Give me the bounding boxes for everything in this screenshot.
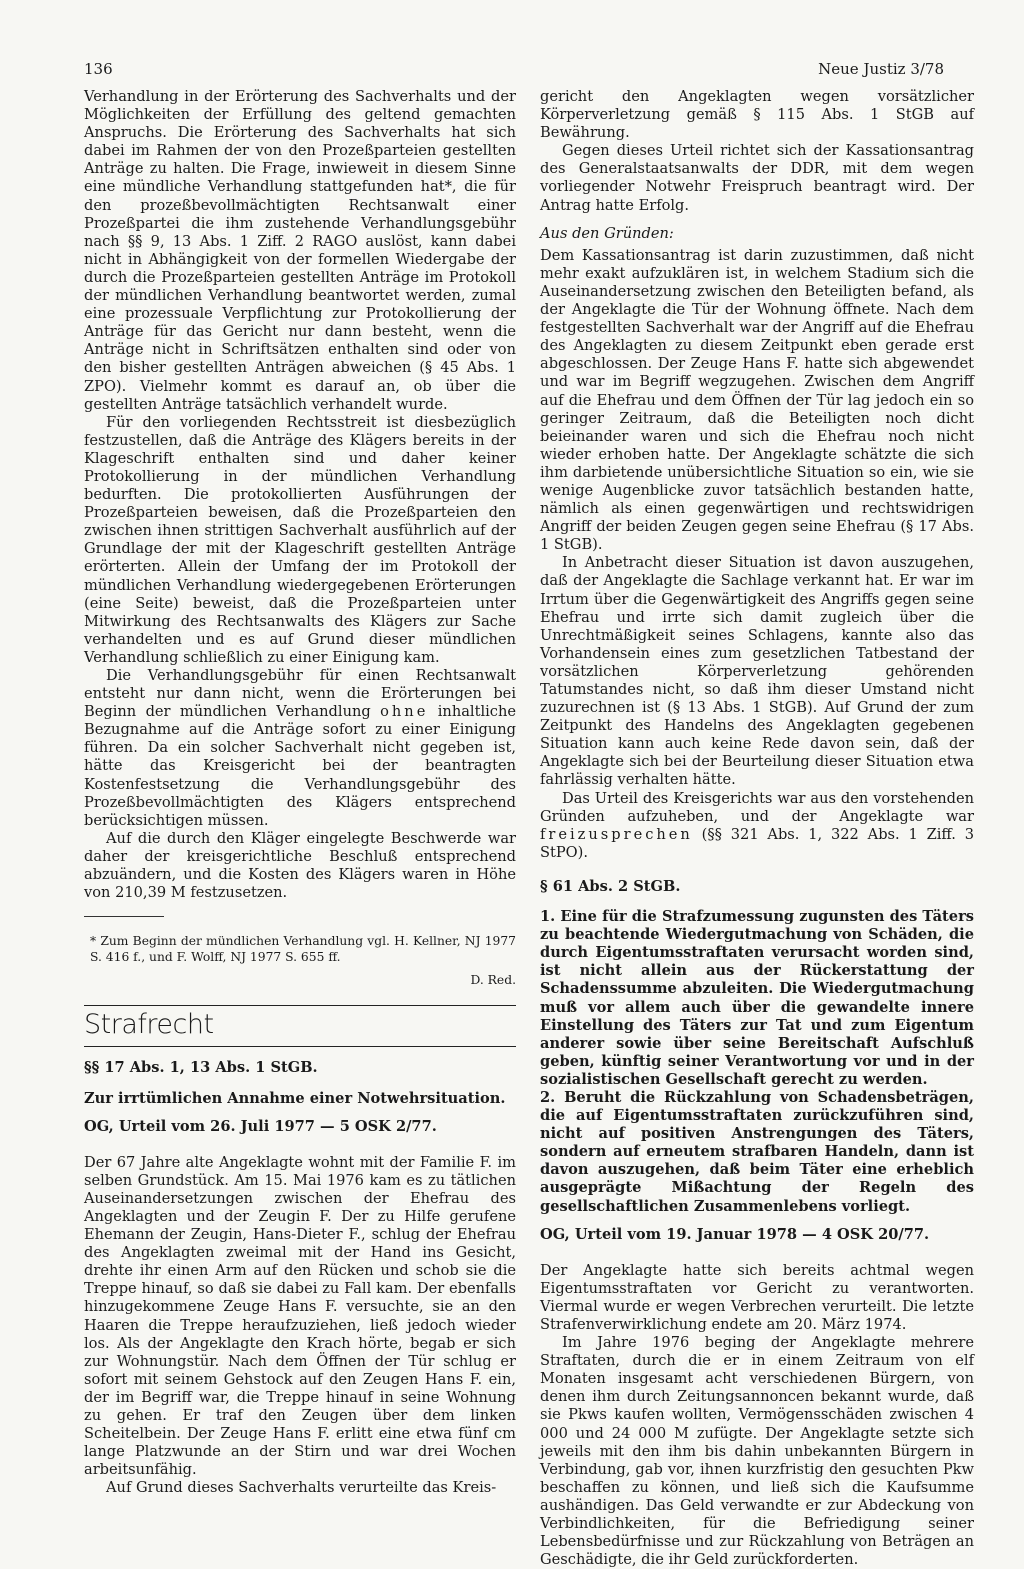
emphasis-spaced: freizusprechen bbox=[540, 825, 693, 843]
paragraph: Gegen dieses Urteil richtet sich der Kassationsantrag des Generalstaatsanwalts der DDR, mit dem wegen vorliegender Notwehr Freispruch beantragt wird. Der Antrag hatte Erfolg. bbox=[540, 142, 974, 214]
journal-issue: Neue Justiz 3/78 bbox=[818, 60, 944, 78]
footnote: * Zum Beginn der mündlichen Verhandlung vgl. H. Kellner, NJ 1977 S. 416 f., und F. Wolff, NJ 1977 S. 655 ff. bbox=[90, 934, 516, 965]
paragraph: Das Urteil des Kreisgerichts war aus den vorstehenden Gründen aufzuheben, und der Angeklagte war freizusprechen (§§ 321 Abs. 1, 322 Abs. 1 Ziff. 3 StPO). bbox=[540, 789, 974, 861]
headnote-1: 1. Eine für die Strafzumessung zugunsten des Täters zu beachtende Wiedergutmachung von Schäden, die durch Eigentumsstraftaten verursacht worden sind, ist nicht allein aus der Rückerstattung der Schadenssumme abzuleiten. Die Wiedergutmachung muß vor allem auch über die gewandelte innere Einstellung des Täters zur Tat und zum Eigentum anderer sowie über seine Bereitschaft Aufschluß geben, künftig seiner Verantwortung vor und in der sozialistischen Gesellschaft gerecht zu werden. bbox=[540, 908, 974, 1088]
left-column bbox=[84, 88, 516, 1497]
section-title: Strafrecht bbox=[84, 1009, 214, 1041]
paragraph: Auf die durch den Kläger eingelegte Beschwerde war daher der kreisgerichtliche Beschluß entsprechend abzuändern, und die Kosten des Klägers waren in Höhe von 210,39 M festzusetzen. bbox=[84, 829, 516, 902]
headnote-2: 2. Beruht die Rückzahlung von Schadensbeträgen, die auf Eigentumsstraftaten zurückzuführen sind, nicht auf positiven Anstrengungen des Täters, sondern auf erneutem strafbaren Handeln, dann ist davon auszugehen, daß beim Täter eine erheblich ausgeprägte Mißachtung der Regeln des gesellschaftlichen Zusammenlebens vorliegt. bbox=[540, 1088, 974, 1215]
footnote-signature: D. Red. bbox=[470, 973, 516, 988]
decision-reference: OG, Urteil vom 19. Januar 1978 — 4 OSK 20/77. bbox=[540, 1225, 930, 1243]
footnote-rule bbox=[84, 916, 164, 925]
section-rule bbox=[84, 1046, 516, 1047]
paragraph: Dem Kassationsantrag ist darin zuzustimmen, daß nicht mehr exakt aufzuklären ist, in welchem Stadium sich die Auseinandersetzung zwischen den Beteiligten befand, als der Angeklagte die Tür der Wohnung öffnete. Nach dem festgestellten Sachverhalt war der Angriff auf die Ehefrau des Angeklagten zu diesem Zeitpunkt eben gerade erst abgeschlossen. Der Zeuge Hans F. hatte sich abgewendet und war im Begriff wegzugehen. Zwischen dem Angriff auf die Ehefrau und dem Öffnen der Tür lag jedoch ein so geringer Zeitraum, daß die Beteiligten noch dicht beieinander waren und sich die Ehefrau noch nicht wieder erhoben hatte. Der Angeklagte schätzte die sich ihm darbietende unübersichtliche Situation so ein, wie sie wenige Augenblicke zuvor tatsächlich bestanden hatte, nämlich als einen gegenwärtigen und rechtswidrigen Angriff der beiden Zeugen gegen seine Ehefrau (§ 17 Abs. 1 StGB). bbox=[540, 246, 974, 554]
paragraph: Die Verhandlungsgebühr für einen Rechtsanwalt entsteht nur dann nicht, wenn die Erörterungen bei Beginn der mündlichen Verhandlung ohne inhaltliche Bezugnahme auf die Anträge sofort zu einer Einigung führen. Da ein solcher Sachverhalt nicht gegeben ist, hätte das Kreisgericht bei der beantragten Kostenfestsetzung die Verhandlungsgebühr des Prozeßbevollmächtigten des Klägers entsprechend berücksichtigen müssen. bbox=[84, 667, 517, 829]
page-number: 136 bbox=[84, 60, 113, 78]
paragraph: Im Jahre 1976 beging der Angeklagte mehrere Straftaten, durch die er in einem Zeitraum von elf Monaten insgesamt acht verschiedenen Bürgern, von denen ihm durch Zeitungsannoncen bekannt wurde, daß sie Pkws kaufen wollten, Vermögensschäden zwischen 4 000 und 24 000 M zufügte. Der Angeklagte setzte sich jeweils mit den ihm bis dahin unbekannten Bürgern in Verbindung, gab vor, ihnen kurzfristig den gesuchten Pkw beschaffen zu können, und ließ sich die Kaufsumme aushändigen. Das Geld verwandte er zur Abdeckung von Verbindlichkeiten, für die Befriedigung seiner Lebensbedürfnisse und zur Rückzahlung von Beträgen an Geschädigte, die ihr Geld zurückforderten. bbox=[540, 1334, 974, 1569]
section-rule bbox=[84, 1005, 516, 1006]
law-reference: § 61 Abs. 2 StGB. bbox=[540, 877, 681, 895]
emphasis-spaced: ohne bbox=[380, 703, 429, 721]
reasons-heading: Aus den Gründen: bbox=[540, 224, 674, 242]
paragraph: gericht den Angeklagten wegen vorsätzlicher Körperverletzung gemäß § 115 Abs. 1 StGB auf Bewährung. bbox=[540, 88, 974, 142]
paragraph: In Anbetracht dieser Situation ist davon auszugehen, daß der Angeklagte die Sachlage verkannt hat. Er war im Irrtum über die Gegenwärtigkeit des Angriffs gegen seine Ehefrau und irrte sich damit zugleich über die Unrechtmäßigkeit seines Schlagens, kannte also das Vorhandensein eines zum gesetzlichen Tatbestand der vorsätzlichen Körperverletzung gehörenden Tatumstandes nicht, so daß ihm dieser Umstand nicht zuzurechnen ist (§ 13 Abs. 1 StGB). Auf Grund der zum Zeitpunkt des Handelns des Angeklagten gegebenen Situation kann auch keine Rede davon sein, daß der Angeklagte sich bei der Beurteilung dieser Situation etwa fahrlässig verhalten hätte. bbox=[540, 554, 974, 789]
paragraph: Auf Grund dieses Sachverhalts verurteilte das Kreis- bbox=[106, 1479, 497, 1497]
paragraph: Der 67 Jahre alte Angeklagte wohnt mit der Familie F. im selben Grundstück. Am 15. Mai 1976 kam es zu tätlichen Auseinandersetzungen zwischen der Ehefrau des Angeklagten und der Zeugin F. Der zu Hilfe gerufene Ehemann der Zeugin, Hans-Dieter F., schlug der Ehefrau des Angeklagten zweimal mit der Hand ins Gesicht, drehte ihr einen Arm auf den Rücken und schob sie die Treppe hinauf, so daß sie dabei zu Fall kam. Der ebenfalls hinzugekommene Zeuge Hans F. versuchte, sie an den Haaren die Treppe heraufzuziehen, ließ jedoch wieder los. Als der Angeklagte den Krach hörte, begab er sich zur Wohnungstür. Nach dem Öffnen der Tür schlug er sofort mit seinem Gehstock auf den Zeugen Hans F. ein, der im Begriff war, die Treppe hinauf in seine Wohnung zu gehen. Er traf den Zeugen über dem linken Scheitelbein. Der Zeuge Hans F. erlitt eine etwa fünf cm lange Platzwunde an der Stirn und war drei Wochen arbeitsunfähig. bbox=[84, 1153, 516, 1479]
paragraph: Verhandlung in der Erörterung des Sachverhalts und der Möglichkeiten der Erfüllung des geltend gemachten Anspruchs. Die Erörterung des Sachverhalts hat sich dabei im Rahmen der von den Prozeßparteien gestellten Anträge zu halten. Die Frage, inwieweit in diesem Sinne eine mündliche Verhandlung stattgefunden hat*, die für den prozeßbevollmächtigten Rechtsanwalt einer Prozeßpartei die ihm zustehende Verhandlungsgebühr nach §§ 9, 13 Abs. 1 Ziff. 2 RAGO auslöst, kann dabei nicht in Abhängigkeit von der formellen Wiedergabe der durch die Prozeßparteien gestellten Anträge im Protokoll der mündlichen Verhandlung beantwortet werden, zumal eine prozessuale Verpflichtung zur Protokollierung der Anträge für das Gericht nur dann besteht, wenn die Anträge nicht in Schriftsätzen enthalten sind oder von den bisher gestellten Anträgen abweichen (§ 45 Abs. 1 ZPO). Vielmehr kommt es darauf an, ob über die gestellten Anträge tatsächlich verhandelt wurde. bbox=[84, 88, 516, 413]
right-column bbox=[540, 88, 974, 1569]
decision-reference: OG, Urteil vom 26. Juli 1977 — 5 OSK 2/77. bbox=[84, 1117, 437, 1135]
paragraph: Der Angeklagte hatte sich bereits achtmal wegen Eigentumsstraftaten vor Gericht zu verantworten. Viermal wurde er wegen Verbrechen verurteilt. Die letzte Strafenverwirklichung endete am 20. März 1974. bbox=[540, 1261, 974, 1333]
case-headline: Zur irrtümlichen Annahme einer Notwehrsituation. bbox=[84, 1089, 506, 1107]
paragraph: Für den vorliegenden Rechtsstreit ist diesbezüglich festzustellen, daß die Anträge des Klägers bereits in der Klageschrift enthalten sind und daher keiner Protokollierung in der mündlichen Verhandlung bedurften. Die protokollierten Ausführungen der Prozeßparteien beweisen, daß die Prozeßparteien den zwischen ihnen strittigen Sachverhalt ausführlich auf der Grundlage der mit der Klageschrift gestellten Anträge erörterten. Allein der Umfang der im Protokoll der mündlichen Verhandlung wiedergegebenen Erörterungen (eine Seite) beweist, daß die Prozeßparteien unter Mitwirkung des Rechtsanwalts des Klägers zur Sache verhandelten und es auf Grund dieser mündlichen Verhandlung schließlich zu einer Einigung kam. bbox=[84, 413, 516, 666]
law-reference: §§ 17 Abs. 1, 13 Abs. 1 StGB. bbox=[84, 1059, 318, 1077]
